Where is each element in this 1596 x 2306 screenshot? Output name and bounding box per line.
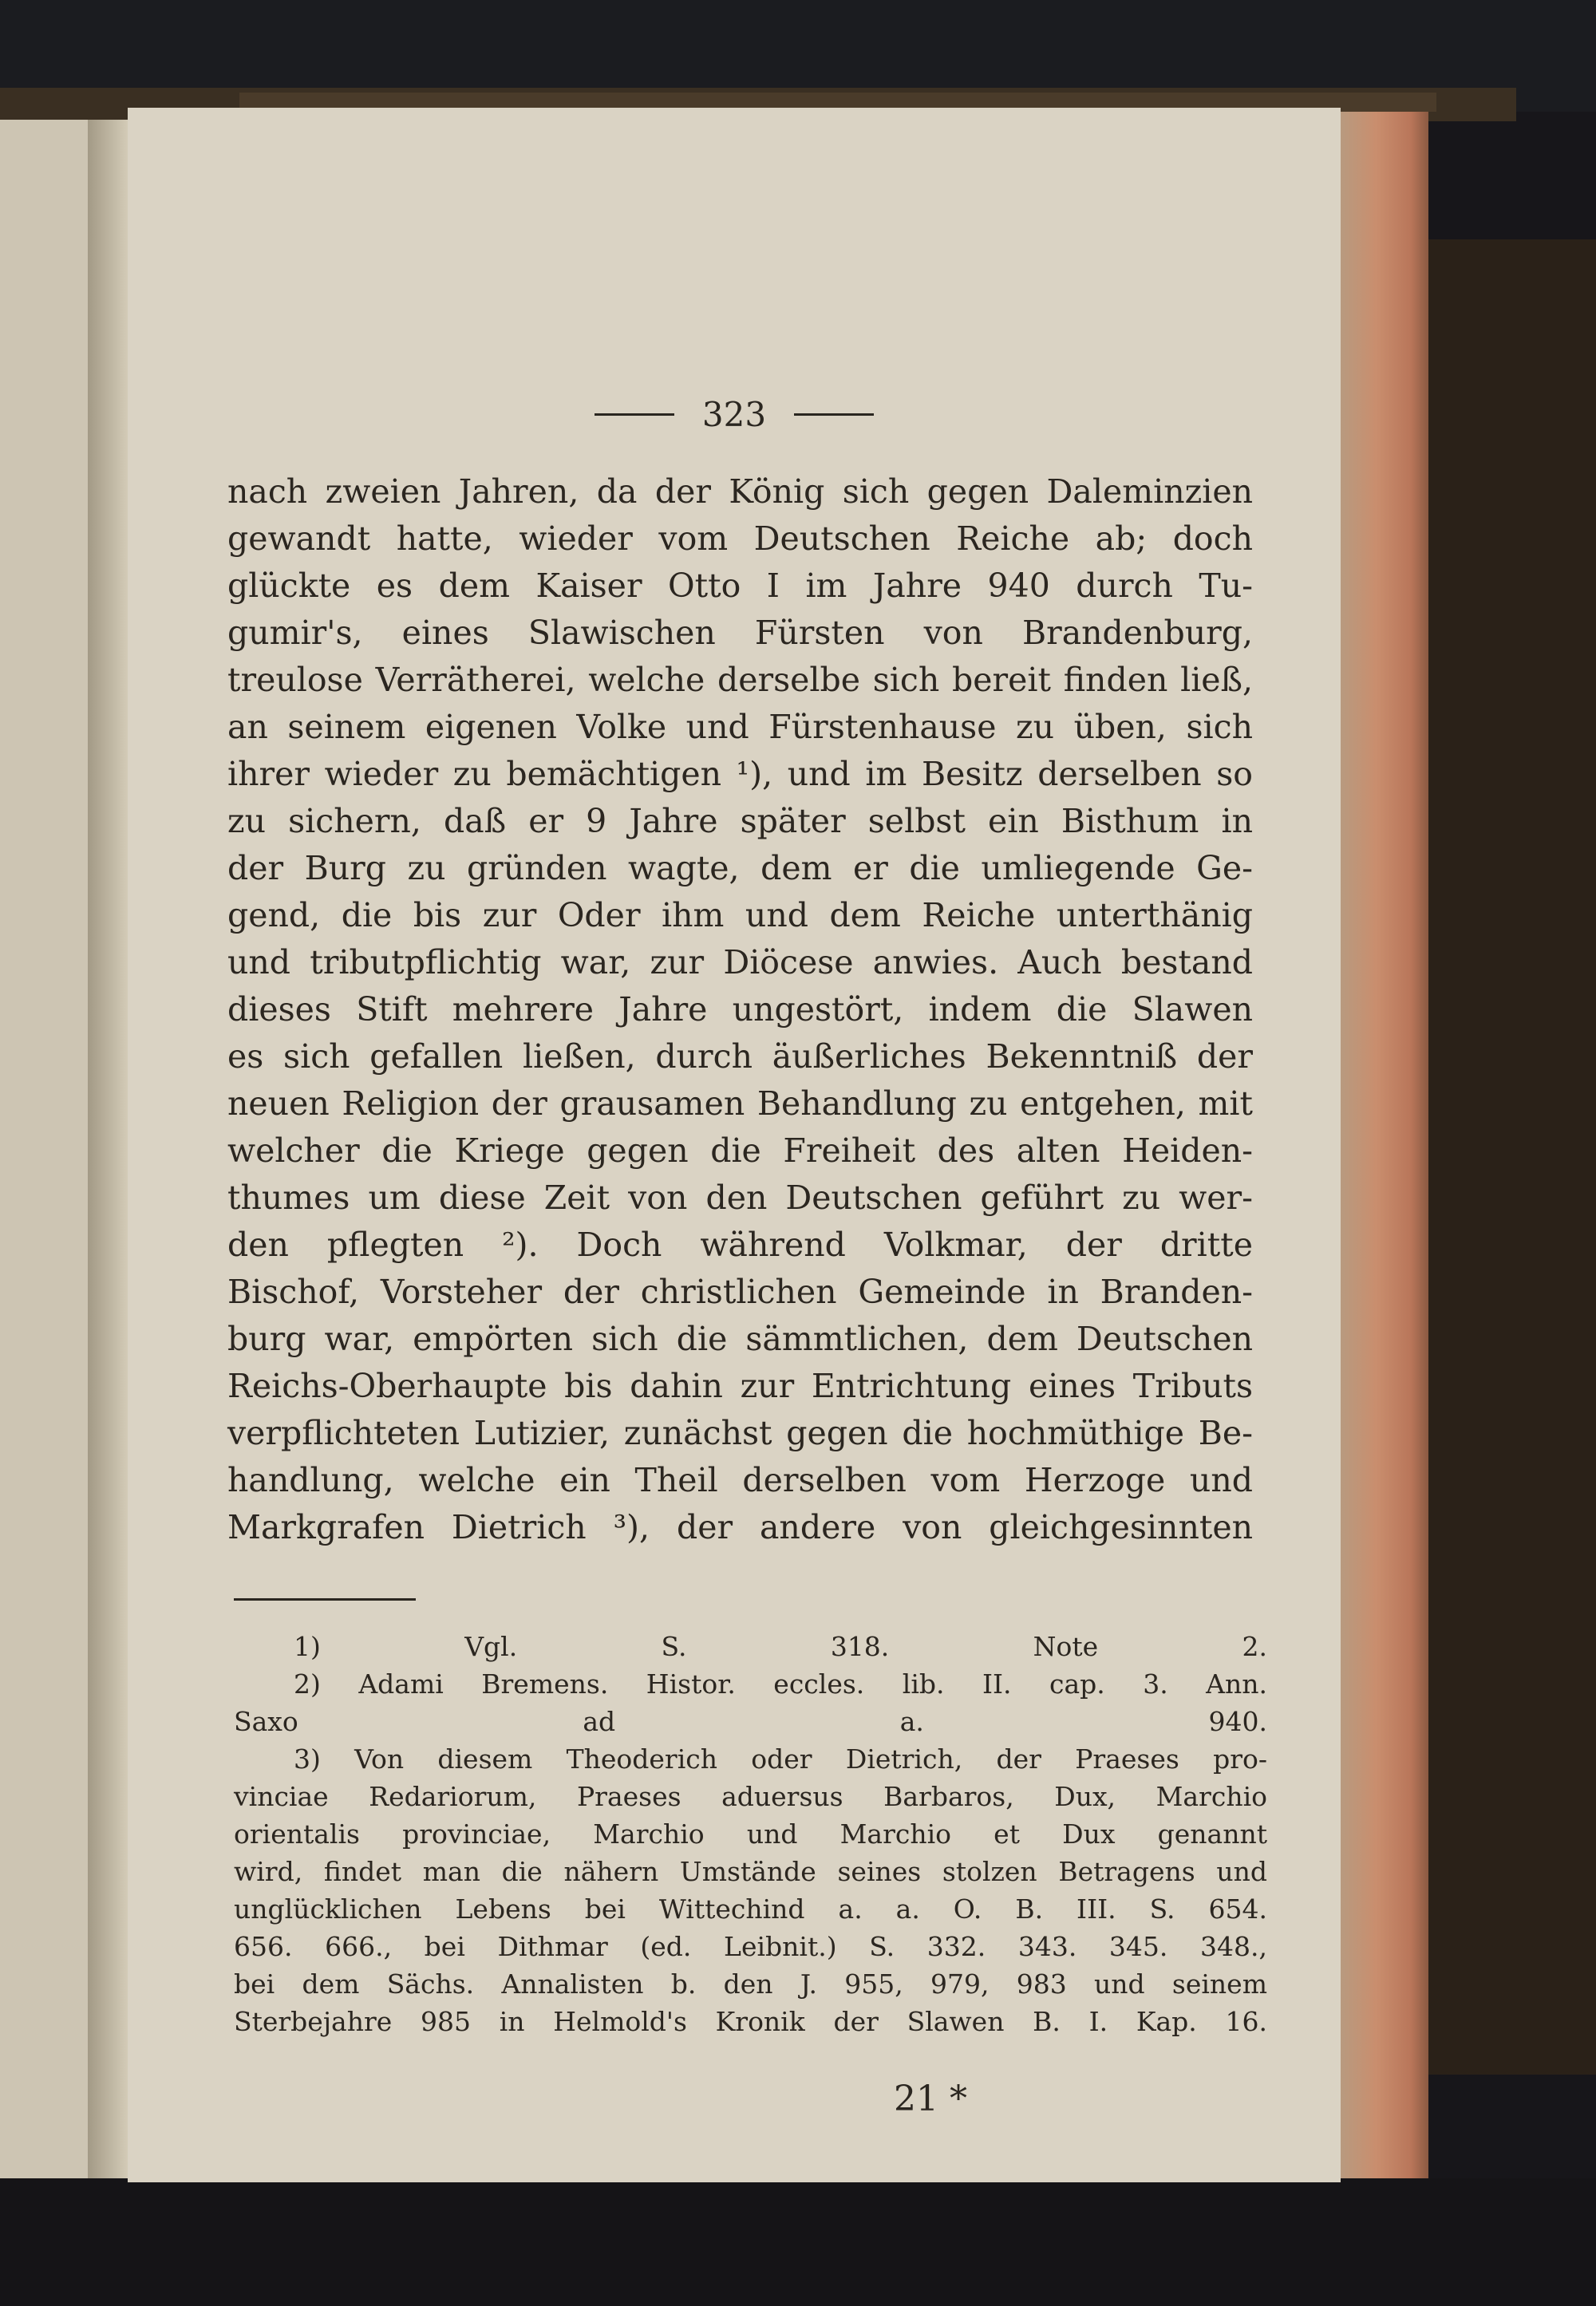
page-number: 323 — [701, 395, 767, 434]
page-edges — [1341, 112, 1428, 2186]
body-line: handlung, welche ein Theil derselben vom Herzoge und — [227, 1461, 1253, 1499]
body-line: neuen Religion der grausamen Behandlung zu entgehen, mit — [227, 1084, 1253, 1123]
page-gutter — [88, 120, 128, 2194]
footnote-line: vinciae Redariorum, Praeses aduersus Barbaros, Dux, Marchio — [234, 1781, 1267, 1812]
footnote-line: Saxo ad a. 940. — [234, 1706, 1267, 1737]
body-line: dieses Stift mehrere Jahre ungestört, indem die Slawen — [227, 990, 1253, 1029]
body-line: Bischof, Vorsteher der christlichen Gemeinde in Branden- — [227, 1273, 1253, 1311]
footnote-line: unglücklichen Lebens bei Wittechind a. a. O. B. III. S. 654. — [234, 1893, 1267, 1925]
page-header — [128, 395, 1341, 434]
body-line: glückte es dem Kaiser Otto I im Jahre 940 durch Tu- — [227, 567, 1253, 605]
body-line: an seinem eigenen Volke und Fürstenhause zu üben, sich — [227, 708, 1253, 746]
body-line: Reichs-Oberhaupte bis dahin zur Entrichtung eines Tributs — [227, 1367, 1253, 1405]
footnote-line: orientalis provinciae, Marchio und Marchio et Dux genannt — [234, 1818, 1267, 1850]
book-page — [128, 108, 1341, 2182]
header-dash-left — [595, 413, 674, 416]
footnote-line: 1) Vgl. S. 318. Note 2. — [294, 1631, 1267, 1662]
body-line: thumes um diese Zeit von den Deutschen geführt zu wer- — [227, 1179, 1253, 1217]
body-line: verpflichteten Lutizier, zunächst gegen die hochmüthige Be- — [227, 1414, 1253, 1452]
footnote-line: 2) Adami Bremens. Histor. eccles. lib. II. cap. 3. Ann. — [294, 1668, 1267, 1700]
footnotes — [234, 1628, 1267, 2040]
footnote-line: wird, findet man die nähern Umstände seines stolzen Betragens und — [234, 1856, 1267, 1887]
body-line: den pflegten ²). Doch während Volkmar, der dritte — [227, 1226, 1253, 1264]
body-line: gewandt hatte, wieder vom Deutschen Reiche ab; doch — [227, 519, 1253, 558]
body-line: Markgrafen Dietrich ³), der andere von gleichgesinnten — [227, 1508, 1253, 1546]
body-line: gumir's, eines Slawischen Fürsten von Brandenburg, — [227, 614, 1253, 652]
footnote-line: Sterbejahre 985 in Helmold's Kronik der Slawen B. I. Kap. 16. — [234, 2006, 1267, 2037]
header-dash-right — [794, 413, 874, 416]
signature-mark: 21 * — [894, 2079, 967, 2119]
body-line: gend, die bis zur Oder ihm und dem Reiche unterthänig — [227, 896, 1253, 934]
footnote-line: 656. 666., bei Dithmar (ed. Leibnit.) S. 332. 343. 345. 348., — [234, 1931, 1267, 1962]
body-line: der Burg zu gründen wagte, dem er die umliegende Ge- — [227, 849, 1253, 887]
body-line: ihrer wieder zu bemächtigen ¹), und im Besitz derselben so — [227, 755, 1253, 793]
footnote-rule — [234, 1598, 416, 1601]
body-line: treulose Verrätherei, welche derselbe sich bereit finden ließ, — [227, 661, 1253, 699]
background-bottom — [0, 2178, 1596, 2306]
body-line: es sich gefallen ließen, durch äußerliches Bekenntniß der — [227, 1037, 1253, 1076]
body-line: zu sichern, daß er 9 Jahre später selbst ein Bisthum in — [227, 802, 1253, 840]
body-line: burg war, empörten sich die sämmtlichen, dem Deutschen — [227, 1320, 1253, 1358]
footnote-line: bei dem Sächs. Annalisten b. den J. 955, 979, 983 und seinem — [234, 1968, 1267, 2000]
footnote-line: 3) Von diesem Theoderich oder Dietrich, der Praeses pro- — [294, 1743, 1267, 1775]
book-edge — [1428, 239, 1596, 2075]
body-text — [227, 468, 1253, 1551]
body-line: nach zweien Jahren, da der König sich gegen Daleminzien — [227, 472, 1253, 511]
body-line: und tributpflichtig war, zur Diöcese anwies. Auch bestand — [227, 943, 1253, 981]
body-line: welcher die Kriege gegen die Freiheit des alten Heiden- — [227, 1131, 1253, 1170]
